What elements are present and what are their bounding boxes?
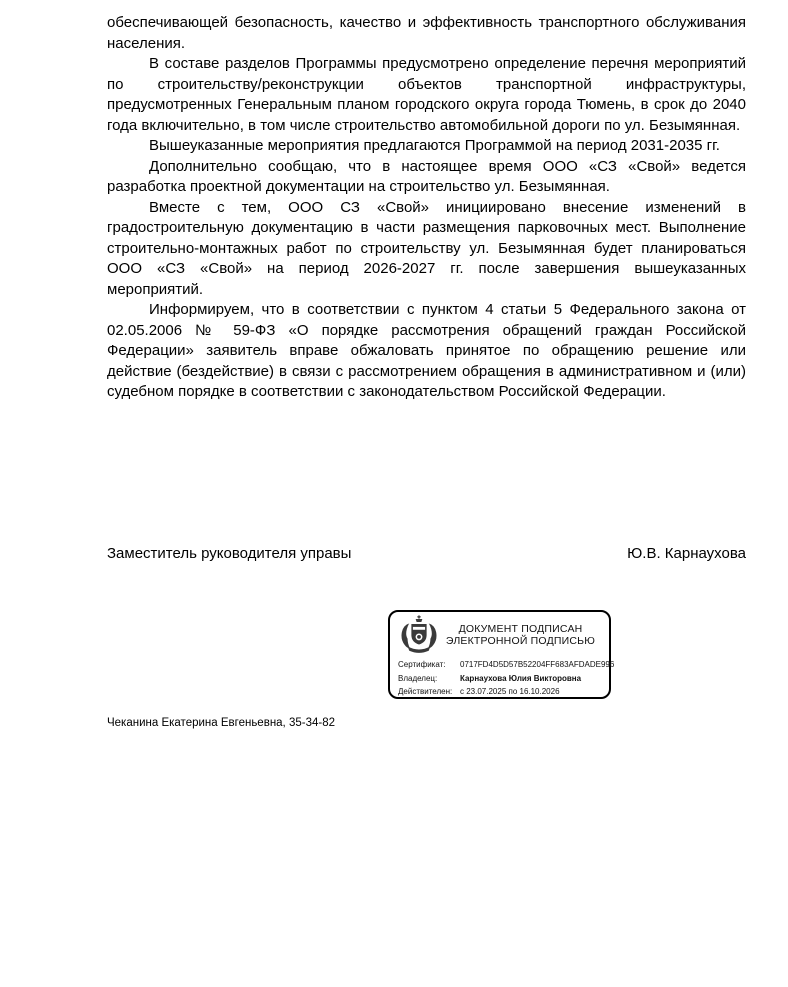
letter-body <box>107 13 746 403</box>
paragraph: обеспечивающей безопасность, качество и эффективность транспортного обслуживания населения. <box>107 14 746 52</box>
stamp-field-label: Владелец: <box>398 673 438 683</box>
electronic-signature-stamp <box>388 610 615 699</box>
paragraph: Информируем, что в соответствии с пунктом 4 статьи 5 Федерального закона от 02.05.2006 № 59-ФЗ «О порядке рассмотрения обращений граждан Российской Федерации» заявитель вправе обжаловать принятое по обращению решение или действие (бездействие) в связи с рассмотрением обращения в административном и (или) судебном порядке в соответствии с законодательством Российской Федерации. <box>107 301 746 400</box>
paragraph: Дополнительно сообщаю, что в настоящее время ООО «СЗ «Свой» ведется разработка проектной документации на строительство ул. Безымянная. <box>107 157 746 195</box>
stamp-title <box>440 623 601 648</box>
stamp-field-value: с 23.07.2025 по 16.10.2026 <box>460 687 560 696</box>
stamp-field-value: 0717FD4D5D57B52204FF683AFDADE996 <box>460 660 615 669</box>
stamp-fields <box>398 658 615 699</box>
signature-position: Заместитель руководителя управы <box>107 545 352 562</box>
paragraph: В составе разделов Программы предусмотрено определение перечня мероприятий по строительству/реконструкции объектов транспортной инфраструктуры, предусмотренных Генеральным планом городского округа города Тюмень, в срок до 2040 года включительно, в том числе строительство автомобильной дороги по ул. Безымянная. <box>107 55 746 134</box>
paragraph: Вышеуказанные мероприятия предлагаются Программой на период 2031-2035 гг. <box>149 137 720 154</box>
signature-row <box>107 544 746 564</box>
stamp-field-label: Сертификат: <box>398 660 446 669</box>
stamp-field-value: Карнаухова Юлия Викторовна <box>460 673 582 683</box>
stamp-title-line2: ЭЛЕКТРОННОЙ ПОДПИСЬЮ <box>445 635 596 647</box>
stamp-field-owner <box>398 672 601 686</box>
signature-name: Ю.В. Карнаухова <box>627 545 746 562</box>
stamp-field-validity <box>398 685 601 699</box>
stamp-header <box>398 615 601 655</box>
stamp-field-certificate <box>398 658 615 672</box>
coat-of-arms-icon <box>398 615 440 655</box>
stamp-title-line1: ДОКУМЕНТ ПОДПИСАН <box>458 622 583 635</box>
stamp-field-label: Действителен: <box>398 687 453 696</box>
executor-contact: Чеканина Екатерина Евгеньевна, 35-34-82 <box>107 717 335 729</box>
paragraph: Вместе с тем, ООО СЗ «Свой» инициировано внесение изменений в градостроительную документацию в части размещения парковочных мест. Выполнение строительно-монтажных работ по строительству ул. Безымянная будет планироваться ООО «СЗ «Свой» на период 2026-2027 гг. после завершения вышеуказанных мероприятий. <box>107 198 746 298</box>
